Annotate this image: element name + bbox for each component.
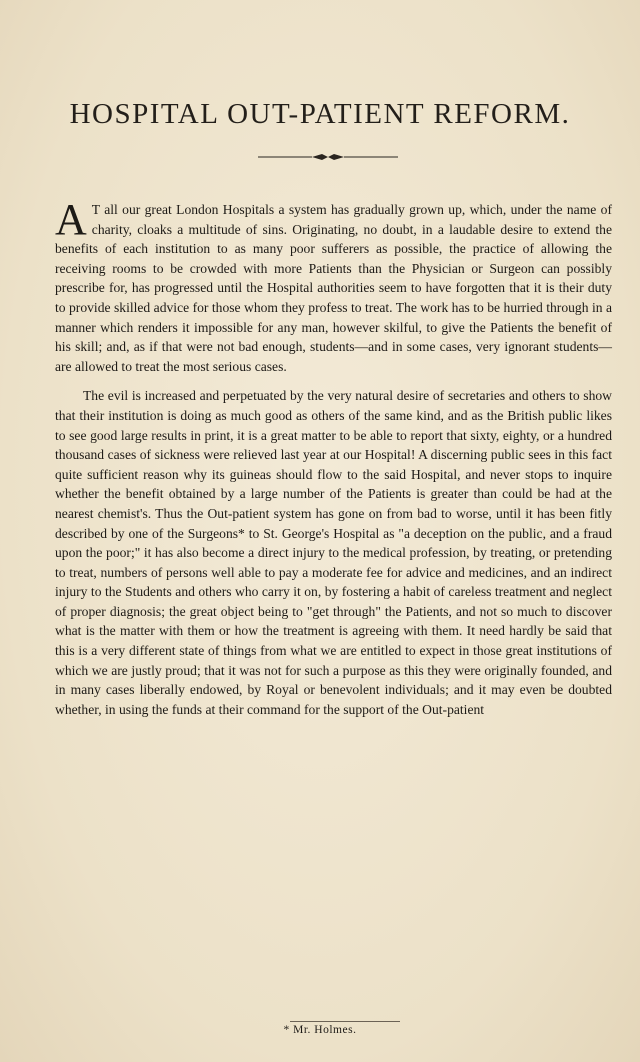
paragraph-2: The evil is increased and perpetuated by the very natural desire of secretaries and others to show that their institution is doing as much good as others of the same kind, and as the British public likes to see good large results in print, it is a great matter to be able to report that sixty, eighty, or a hundred thousand cases of sickness were relieved last year at our Hospital! A discerning public sees in this fact quite sufficient reason why its guineas should flow to the said Hospital, and never stops to inquire whether the benefit obtained by a large number of the Patients is greater than could be had at the nearest chemist's. Thus the Out-patient system has gone on from bad to worse, until it has been fitly described by one of the Surgeons* to St. George's Hospital as "a deception on the public, and a fraud upon the poor;" it has also become a direct injury to the medical profession, by treating, or pretending to treat, numbers of persons well able to pay a moderate fee for advice and medicines, and an indirect injury to the Students and others who carry it on, by fostering a habit of careless treatment and neglect of proper diagnosis; the great object being to "get through" the Patients, and not so much to discover what is the matter with them or how the treatment is agreeing with them. It need hardly be said that this is a very different state of things from what we are entitled to expect in those great institutions of which we are justly proud; that it was not for such a purpose as this they were originally founded, and in many cases liberally endowed, by Royal or benevolent individuals; and it may even be doubted whether, in using the funds at their command for the support of the Out-patient — [55, 388, 612, 717]
footnote-rule — [290, 1021, 400, 1022]
ornament-divider — [258, 152, 398, 162]
paragraph-1 — [55, 195, 612, 376]
paragraph-1-text: T all our great London Hospitals a system has gradually grown up, which, under the name of charity, cloaks a multitude of sins. Originating, no doubt, in a laudable desire to extend the benefits of each institution to as many poor sufferers as possible, the practice of allowing the receiving rooms to be crowded with more Patients than the Physician or Surgeon can possibly prescribe for, has progressed until the Hospital authorities seem to have forgotten that it is their duty to provide skilled advice for those whom they profess to treat. The work has to be hurried through in a manner which renders it impossible for any man, however skilful, to give the Patients the benefit of his skill; and, as if that were not bad enough, students—and in some cases, very ignorant students—are allowed to treat the most serious cases. — [55, 202, 612, 374]
drop-cap: A — [55, 195, 87, 244]
footnote: * Mr. Holmes. — [283, 1024, 357, 1036]
page-title: HOSPITAL OUT-PATIENT REFORM. — [69, 98, 571, 130]
article-body — [55, 195, 612, 719]
